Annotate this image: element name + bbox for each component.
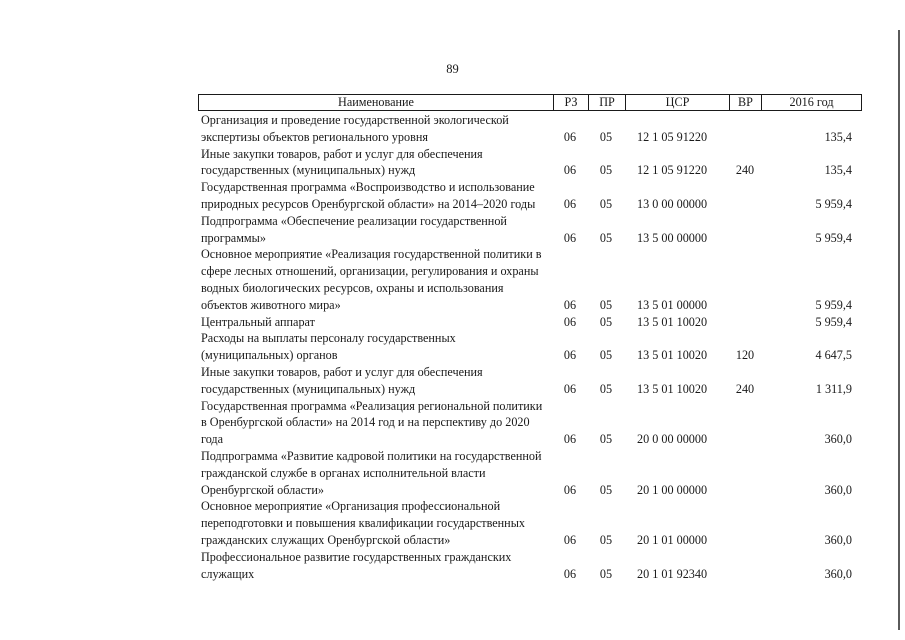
table-row — [198, 314, 862, 331]
row-name: Профессиональное развитие государственных гражданских служащих — [201, 549, 512, 581]
header-csr: ЦСР — [625, 95, 729, 110]
row-name: Иные закупки товаров, работ и услуг для обеспечения государственных (муниципальных) нужд — [201, 364, 483, 396]
table-row — [198, 112, 862, 146]
header-name: Наименование — [338, 95, 414, 109]
row-name: Расходы на выплаты персоналу государственных (муниципальных) органов — [201, 331, 456, 363]
table-header — [198, 94, 862, 111]
table-row — [198, 330, 862, 364]
row-csr: 20 0 00 00000 — [637, 432, 708, 447]
row-rz: 06 — [563, 432, 577, 447]
row-pr: 05 — [599, 532, 613, 547]
row-rz: 06 — [563, 163, 577, 178]
scan-edge-line — [898, 30, 900, 630]
page-number: 89 — [446, 62, 459, 76]
row-pr: 05 — [599, 196, 613, 211]
row-amount: 360,0 — [824, 482, 852, 497]
row-amount: 4 647,5 — [815, 348, 852, 363]
row-rz: 06 — [563, 297, 577, 312]
row-name: Основное мероприятие «Организация профессиональной переподготовки и повышения квалификации государственных гражданских служащих Оренбургской области» — [201, 499, 525, 547]
row-pr: 05 — [599, 129, 613, 144]
row-amount: 135,4 — [824, 163, 852, 178]
row-name: Организация и проведение государственной экологической экспертизы объектов регионального уровня — [201, 113, 509, 144]
row-pr: 05 — [599, 381, 613, 396]
row-name: Основное мероприятие «Реализация государственной политики в сфере лесных отношений, организации, регулирования и охраны водных биологических ресурсов, охраны и использования объектов животного мира» — [201, 247, 542, 312]
row-name: Государственная программа «Реализация региональной политики в Оренбургской области» на 2014 год и на перспективу до 2020 года — [201, 398, 543, 447]
row-name: Подпрограмма «Обеспечение реализации государственной программы» — [201, 213, 507, 245]
table-row — [198, 213, 862, 247]
row-amount: 360,0 — [824, 566, 852, 581]
row-csr: 20 1 00 00000 — [637, 482, 708, 497]
row-rz: 06 — [563, 566, 577, 581]
row-csr: 20 1 01 92340 — [637, 566, 708, 581]
row-name: Центральный аппарат — [201, 314, 315, 329]
row-amount: 5 959,4 — [815, 314, 852, 329]
row-csr: 20 1 01 00000 — [637, 532, 708, 547]
budget-table — [198, 94, 862, 582]
row-csr: 13 5 01 10020 — [637, 348, 708, 363]
row-rz: 06 — [563, 348, 577, 363]
row-amount: 5 959,4 — [815, 230, 852, 245]
header-year: 2016 год — [761, 95, 861, 110]
row-amount: 360,0 — [824, 532, 852, 547]
row-csr: 13 5 01 00000 — [637, 297, 708, 312]
row-vr: 120 — [735, 348, 755, 363]
row-pr: 05 — [599, 230, 613, 245]
row-rz: 06 — [563, 482, 577, 497]
table-row — [198, 364, 862, 398]
row-csr: 12 1 05 91220 — [637, 163, 708, 178]
row-rz: 06 — [563, 196, 577, 211]
row-pr: 05 — [599, 348, 613, 363]
row-vr: 240 — [735, 381, 755, 396]
row-csr: 13 5 00 00000 — [637, 230, 708, 245]
row-amount: 360,0 — [824, 432, 852, 447]
row-name: Подпрограмма «Развитие кадровой политики на государственной гражданской службе в органах исполнительной власти Оренбургской области» — [201, 448, 542, 497]
row-rz: 06 — [563, 314, 577, 329]
row-amount: 5 959,4 — [815, 297, 852, 312]
header-pr: ПР — [588, 95, 625, 110]
row-pr: 05 — [599, 314, 613, 329]
header-rz: РЗ — [553, 95, 588, 110]
row-csr: 13 5 01 10020 — [637, 381, 708, 396]
table-row — [198, 179, 862, 213]
row-amount: 135,4 — [824, 129, 852, 144]
table-row — [198, 398, 862, 448]
table-row — [198, 246, 862, 313]
row-pr: 05 — [599, 566, 613, 581]
table-body — [198, 112, 862, 582]
row-rz: 06 — [563, 532, 577, 547]
table-row — [198, 146, 862, 180]
header-vr: ВР — [729, 95, 761, 110]
table-row — [198, 498, 862, 548]
row-pr: 05 — [599, 432, 613, 447]
row-csr: 13 0 00 00000 — [637, 196, 708, 211]
row-name: Государственная программа «Воспроизводство и использование природных ресурсов Оренбургской области» на 2014–2020 годы — [201, 180, 536, 211]
row-pr: 05 — [599, 482, 613, 497]
table-row — [198, 549, 862, 583]
row-rz: 06 — [563, 230, 577, 245]
row-name: Иные закупки товаров, работ и услуг для обеспечения государственных (муниципальных) нужд — [201, 146, 483, 178]
row-pr: 05 — [599, 297, 613, 312]
row-csr: 13 5 01 10020 — [637, 314, 708, 329]
row-rz: 06 — [563, 381, 577, 396]
row-vr: 240 — [735, 163, 755, 178]
row-amount: 5 959,4 — [815, 196, 852, 211]
row-csr: 12 1 05 91220 — [637, 129, 708, 144]
row-pr: 05 — [599, 163, 613, 178]
row-amount: 1 311,9 — [815, 381, 852, 396]
row-rz: 06 — [563, 129, 577, 144]
table-row — [198, 448, 862, 498]
